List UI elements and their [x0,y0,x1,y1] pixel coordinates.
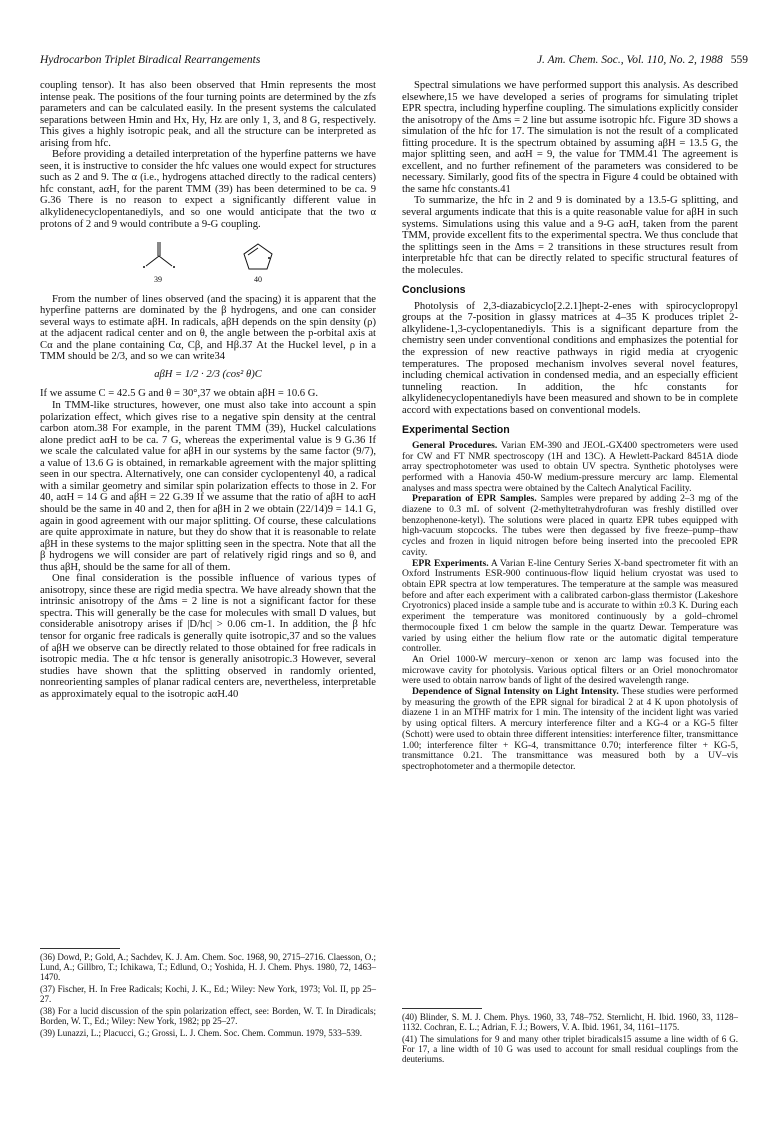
journal-citation: J. Am. Chem. Soc., Vol. 110, No. 2, 1988 [536,54,723,66]
footnote-rule [40,948,120,949]
paragraph [402,441,738,495]
paragraph-text: These studies were performed by measuring the growth of the EPR signal for biradical 2 at 4 K upon photolysis of diazene 1 in an MTHF matrix for 1 min. The intensity of the incident light was varied by using optical filters. A mercury interference filter and a KG-4 or a KG-5 filter (Schott) were used to obtain three different intensities: interference filter, transmittance 1.00; interference filter + KG-4, transmittance 0.70; interference filter + KG-5, transmittance 0.21. The transmittance was measured both by a UV–vis spectrophotometer and a thermopile detector. [402,686,738,772]
section-heading-conclusions: Conclusions [402,284,466,297]
structure-39 [138,240,178,286]
paragraph: In TMM-like structures, however, one must also take into account a spin polarization effect, which gives rise to a negative spin density at the central carbon atom.38 For example, in the parent TMM (39), Huckel calculations alone predict aαH to be ca. 7 G, whereas the experimental value is 9 G.36 If we scale the calculated value for aβH in our systems by the same factor (9/7), a value of 13.6 G is obtained, in remarkable agreement with the major splitting seen in our spectra. Alternatively, one can consider cyclopentenyl 40, a radical with a similar geometry and similar spin polarization effects to those in 2. For 40, aαH = 14 G and aβH = 22 G.39 If we assume that the ratio of aβH to aαH should be the same in 40 and 2, then for aβH in 2 we obtain (22/14)9 = 14.1 G, again in good agreement with our major splitting. Of course, these calculations are quite approximate in nature, but they do show that it is reasonable to relate aβH in these systems to the major splitting seen in the spectra. Note that all the β hydrogens we will consider are part of relatively rigid rings and so θ, and thus aβH, should be the same for all of them. [40,400,376,573]
footnote: (36) Dowd, P.; Gold, A.; Sachdev, K. J. Am. Chem. Soc. 1968, 90, 2715–2716. Claesson, O.; Lund, A.; Gillbro, T.; Ichikawa, T.; Edlund, O.; Yoshida, H. J. Chem. Phys. 1980, 72, 1463–1470. [40,952,376,982]
footnote: (41) The simulations for 9 and many other triplet biradicals15 assume a line width of 6 G. For 17, a line width of 10 G was used to account for small residual couplings from the deuteriums. [402,1034,738,1064]
footnote-rule [402,1008,482,1009]
paragraph-text: Varian EM-390 and JEOL-GX400 spectrometers were used for CW and FT NMR spectroscopy (1H and 13C). A Hewlett-Packard 8451A diode array spectrophotometer was used to obtain UV spectra. Synthetic photolyses were performed with a Hanovia 450-W medium-pressure mercury arc lamp. Elemental analyses and mass spectra were obtained by the Caltech Analytical Facility. [402,439,738,494]
footnotes-left [40,952,376,1040]
structure-40 [238,240,278,286]
tmm-structure-icon [138,240,178,274]
run-in-heading: General Procedures. [412,439,498,451]
paragraph: Photolysis of 2,3-diazabicyclo[2.2.1]hept-2-enes with spirocyclopropyl groups at the 7-position in glassy matrices at 4–35 K produces triplet 2-alkylidene-1,3-cyclopentanediyls. This is a significant departure from the chemistry seen under conventional conditions and emphasizes the potential for the expression of new reactive pathways in rigid media at cryogenic temperatures. The proposed mechanism involves several novel features, including chemical activation in condensed media, and an especially efficient tunneling reaction. In addition, the hfc constants for alkylidenecyclopentanediyls have been measured and shown to be in complete accord with expectations based on conventional models. [402,300,738,416]
paragraph: From the number of lines observed (and the spacing) it is apparent that the hyperfine patterns are dominated by the β hydrogens, and one can consider several ways to estimate aβH. In radicals, aβH depends on the spin density (ρ) at the adjacent radical center and on θ, the angle between the p-orbital axis at Cα and the plane containing Cα, Cβ, and Hβ.37 At the Huckel level, ρ in a TMM should be 2/3, and so we can write34 [40,293,376,363]
structure-label: 40 [254,275,262,285]
footnotes-right [402,1012,738,1066]
experimental-text [402,441,738,773]
right-column [402,80,738,773]
paragraph: An Oriel 1000-W mercury–xenon or xenon arc lamp was focused into the microwave cavity for photolysis. Various optical filters or an Oriel monochromator were used to obtain narrow bands of light of the desired wavelength range. [402,653,738,687]
paragraph: To summarize, the hfc in 2 and 9 is dominated by a 13.5-G splitting, and several arguments indicate that this is a quite reasonable value for aβH in such systems. Simulations using this value and a 9-G aαH, taken from the parent TMM, provide excellent fits to the experimental spectra. We thus conclude that the splittings seen in the Δms = 2 transitions in these structures result from interpretable hfc that can be directly related to specific structural features of the molecules. [402,195,738,276]
footnote: (38) For a lucid discussion of the spin polarization effect, see: Borden, W. T. In Diradicals; Borden, W. T., Ed.; Wiley: New York, 1982; pp 25–27. [40,1006,376,1026]
paragraph-text: A Varian E-line Century Series X-band spectrometer fit with an Oxford Instruments ESR-900 continuous-flow liquid helium cryostat was used to obtain EPR spectra at low temperatures. The temperature at the sample was measured before and after each experiment with a calibrated carbon-glass thermistor (Lakeshore Cryotronics) placed inside a sample tube and is accurate to within ±0.3 K. During each experiment the temperature was monitored continuously by a gold–chromel thermocouple fixed 1 cm below the sample in the quartz Dewar. Temperature was varied by using either the helium flow rate or the automatic digital temperature controller. [402,557,738,655]
equation: aβH = 1/2 · 2/3 (cos² θ)C [154,368,262,380]
paragraph: One final consideration is the possible influence of various types of anisotropy, since these are rigid media spectra. We have already shown that the intrinsic anisotropy of the Δms = 2 line is not a significant factor for these spectra. This will generally be the case for molecules with small D values, but considerable anisotropy arises if |D/hc| > 0.06 cm-1. In addition, the β hfc tensor for organic free radicals is generally quite isotropic,37 and so the values of aβH we observe can be directly related to those obtained for free radicals in isotropic media. The α hfc tensor is generally anisotropic.3 However, several studies have shown that the splitting observed in randomly oriented, nonreorienting samples of planar radical centers are, nevertheless, interpretable as approximately equal to the isotropic aαH.40 [40,573,376,700]
left-column [40,80,376,700]
run-in-heading: Dependence of Signal Intensity on Light Intensity. [412,686,619,698]
structure-label: 39 [154,275,162,285]
run-in-heading: EPR Experiments. [412,557,489,569]
paragraph: coupling tensor). It has also been observed that Hmin represents the most intense peak. The positions of the four turning points are determined by the zfs parameters and can be calculated easily. In the present systems the calculated separations between Hmin and Hx, Hy, Hz are only 1, 3, and 8 G, respectively. This gives a highly isotropic peak, and all the structure can be interpreted as arising from hfc. [40,80,376,149]
section-heading-experimental: Experimental Section [402,424,510,437]
running-head-journal [537,54,748,66]
paragraph: Before providing a detailed interpretation of the hyperfine patterns we have seen, it is instructive to consider the hfc values one would expect for structures such as 2 and 9. The α (i.e., hydrogens attached directly to the radical centers) hfc constant, aαH, for the parent TMM (39) has been determined to be ca. 9 G.36 There is no reason to expect a significantly different value in alkylidenecyclopentanediyls, and so one would anticipate that the two α protons of 2 and 9 would contribute a 9-G coupling. [40,149,376,230]
page-number: 559 [730,54,748,66]
paragraph [402,559,738,655]
footnote: (40) Blinder, S. M. J. Chem. Phys. 1960, 33, 748–752. Sternlicht, H. Ibid. 1960, 33, 1128–1132. Cochran, E. L.; Adrian, F. J.; Bowers, V. A. Ibid. 1961, 34, 1161–1175. [402,1012,738,1032]
cyclopentenyl-structure-icon [238,240,278,274]
paragraph: Spectral simulations we have performed support this analysis. As described elsewhere,15 we have developed a series of programs for simulating triplet EPR spectra, including hyperfine coupling. The simulations explicitly consider the anisotropy of the Δms = 2 line but assume isotropic hfc. Figure 3D shows a simulation of the hfc for 17. The simulation is not the result of a complicated fitting procedure. It is the spectrum obtained by assuming aβH = 13.5 G, the major splitting seen, and aαH = 9, the value for TMM.41 The agreement is excellent, and no further refinement of the parameters was considered to be necessary. Similarly, good fits of the spectra in Figure 4 could be obtained with the same hfc constants.41 [402,80,738,195]
paragraph: If we assume C = 42.5 G and θ = 30°,37 we obtain aβH = 10.6 G. [40,388,319,400]
paragraph [402,494,738,558]
structure-figure [40,240,376,286]
paragraph-text: Samples were prepared by adding 2–3 mg of the diazene to 0.3 mL of solvent (2-methyltetrahydrofuran was freshly distilled over benzophenone-ketyl). The solutions were placed in quartz EPR tubes equipped with high-vacuum stopcocks. The tubes were then degassed by five freeze–pump–thaw cycles and frozen in liquid nitrogen before being inserted into the precooled EPR cavity. [402,493,739,558]
running-head-title: Hydrocarbon Triplet Biradical Rearrangements [40,54,261,66]
run-in-heading: Preparation of EPR Samples. [412,493,537,505]
footnote: (37) Fischer, H. In Free Radicals; Kochi, J. K., Ed.; Wiley: New York, 1973; Vol. II, pp 25–27. [40,984,376,1004]
paragraph [402,687,738,773]
footnote: (39) Lunazzi, L.; Placucci, G.; Grossi, L. J. Chem. Soc. Chem. Commun. 1979, 533–539. [40,1028,362,1038]
